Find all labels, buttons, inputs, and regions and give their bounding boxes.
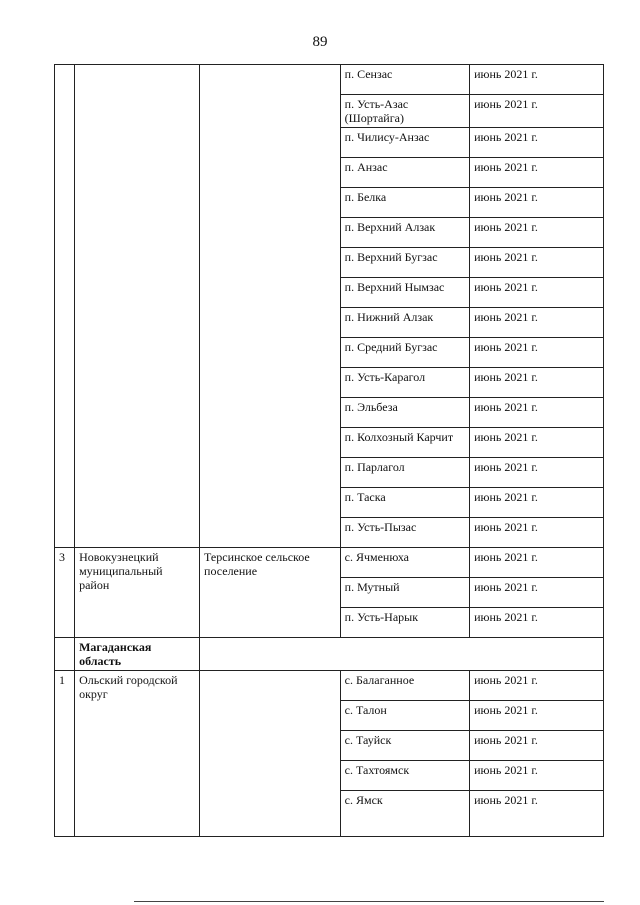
district-cell [75, 65, 200, 548]
settlement-cell: с. Ямск [340, 791, 469, 837]
settlement-cell: п. Сензас [340, 65, 469, 95]
settlement-cell: с. Ячменюха [340, 548, 469, 578]
settlement-cell: с. Тахтоямск [340, 761, 469, 791]
table-row [55, 671, 604, 701]
district-cell: Ольский городской округ [75, 671, 200, 837]
settlement-cell: п. Средний Бугзас [340, 338, 469, 368]
date-cell: июнь 2021 г. [470, 731, 604, 761]
settlement-cell: п. Анзас [340, 158, 469, 188]
settlement-cell: п. Верхний Нымзас [340, 278, 469, 308]
settlement-cell: п. Усть-Нарык [340, 608, 469, 638]
settlement-cell: п. Мутный [340, 578, 469, 608]
settlement-cell: с. Балаганное [340, 671, 469, 701]
date-cell: июнь 2021 г. [470, 761, 604, 791]
settlement-cell: п. Колхозный Карчит [340, 428, 469, 458]
region-span-cell [200, 638, 604, 671]
settlement-cell: п. Парлагол [340, 458, 469, 488]
date-cell: июнь 2021 г. [470, 218, 604, 248]
settlement-cell: с. Тауйск [340, 731, 469, 761]
date-cell: июнь 2021 г. [470, 518, 604, 548]
date-cell: июнь 2021 г. [470, 278, 604, 308]
settlement-cell: п. Усть-Пызас [340, 518, 469, 548]
date-cell: июнь 2021 г. [470, 488, 604, 518]
district-cell: Новокузнецкий муниципальный район [75, 548, 200, 638]
settlement-cell: п. Чилису-Анзас [340, 128, 469, 158]
date-cell: июнь 2021 г. [470, 791, 604, 837]
date-cell: июнь 2021 г. [470, 458, 604, 488]
municipality-cell [200, 671, 341, 837]
row-number-cell [55, 65, 75, 548]
row-number-cell: 1 [55, 671, 75, 837]
date-cell: июнь 2021 г. [470, 428, 604, 458]
settlement-cell: п. Таска [340, 488, 469, 518]
date-cell: июнь 2021 г. [470, 608, 604, 638]
region-name-cell: Магаданская область [75, 638, 200, 671]
date-cell: июнь 2021 г. [470, 548, 604, 578]
date-cell: июнь 2021 г. [470, 128, 604, 158]
settlement-cell: п. Верхний Алзак [340, 218, 469, 248]
settlements-table [54, 64, 604, 837]
settlement-cell: с. Талон [340, 701, 469, 731]
settlement-cell: п. Усть-Азас (Шортайга) [340, 95, 469, 128]
settlement-cell: п. Эльбеза [340, 398, 469, 428]
date-cell: июнь 2021 г. [470, 578, 604, 608]
date-cell: июнь 2021 г. [470, 368, 604, 398]
row-number-cell: 3 [55, 548, 75, 638]
settlement-cell: п. Верхний Бугзас [340, 248, 469, 278]
table-row [55, 65, 604, 95]
settlement-cell: п. Нижний Алзак [340, 308, 469, 338]
date-cell: июнь 2021 г. [470, 65, 604, 95]
table-row [55, 548, 604, 578]
date-cell: июнь 2021 г. [470, 188, 604, 218]
date-cell: июнь 2021 г. [470, 95, 604, 128]
region-empty-cell [55, 638, 75, 671]
date-cell: июнь 2021 г. [470, 671, 604, 701]
settlement-cell: п. Усть-Карагол [340, 368, 469, 398]
municipality-cell: Терсинское сельское поселение [200, 548, 341, 638]
page-number: 89 [312, 34, 328, 50]
settlement-cell: п. Белка [340, 188, 469, 218]
date-cell: июнь 2021 г. [470, 338, 604, 368]
region-row [55, 638, 604, 671]
date-cell: июнь 2021 г. [470, 308, 604, 338]
date-cell: июнь 2021 г. [470, 398, 604, 428]
bottom-rule [134, 901, 604, 902]
municipality-cell [200, 65, 341, 548]
date-cell: июнь 2021 г. [470, 701, 604, 731]
date-cell: июнь 2021 г. [470, 158, 604, 188]
date-cell: июнь 2021 г. [470, 248, 604, 278]
